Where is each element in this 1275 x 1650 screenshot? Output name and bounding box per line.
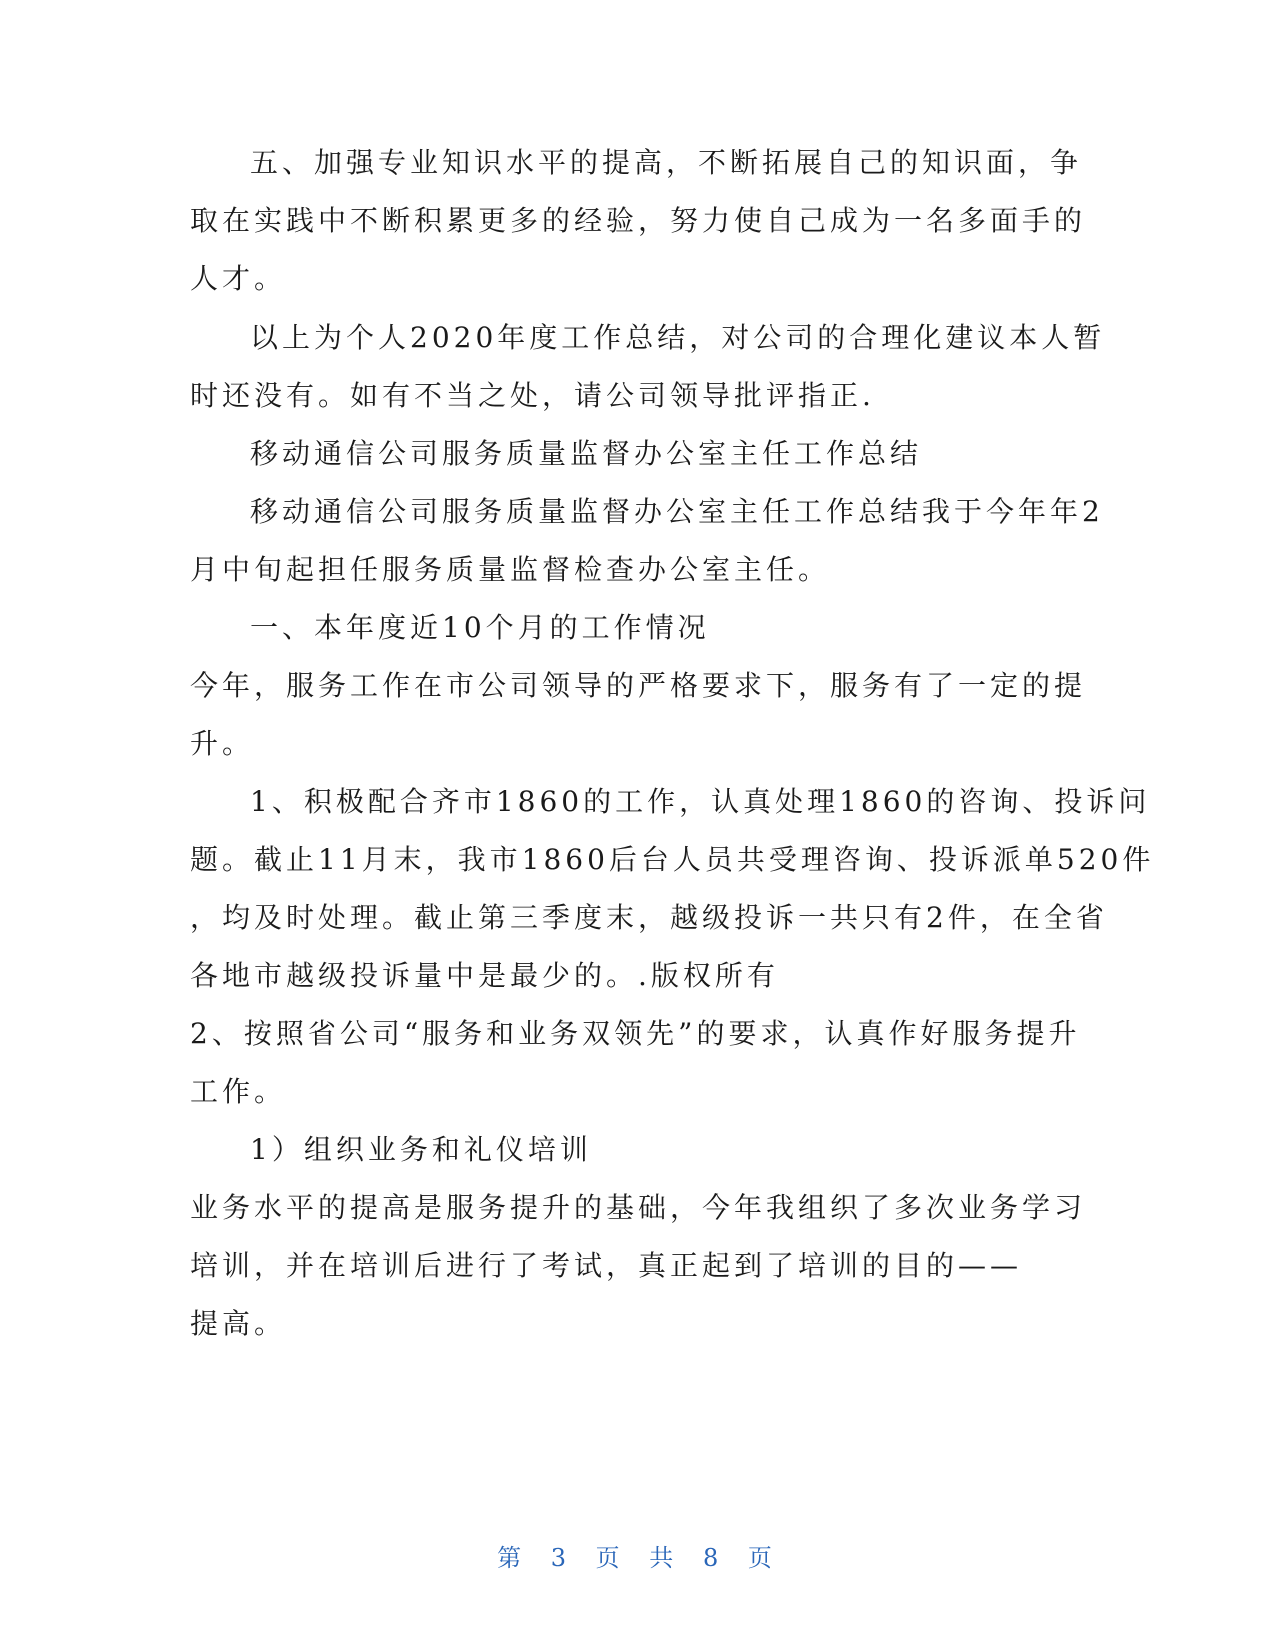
paragraph-line: 以上为个人2020年度工作总结，对公司的合理化建议本人暂 xyxy=(250,321,1106,354)
paragraph-line: 各地市越级投诉量中是最少的。.版权所有 xyxy=(190,959,779,992)
paragraph-line: 取在实践中不断积累更多的经验，努力使自己成为一名多面手的 xyxy=(190,204,1087,237)
paragraph-line: 时还没有。如有不当之处，请公司领导批评指正. xyxy=(190,379,875,412)
paragraph-line: 今年，服务工作在市公司领导的严格要求下，服务有了一定的提 xyxy=(190,669,1087,702)
paragraph-line: 培训，并在培训后进行了考试，真正起到了培训的目的—— xyxy=(190,1249,1023,1282)
paragraph-line: 业务水平的提高是服务提升的基础，今年我组织了多次业务学习 xyxy=(190,1191,1087,1224)
paragraph-line: 人才。 xyxy=(190,262,287,295)
paragraph-line: 五、加强专业知识水平的提高，不断拓展自己的知识面，争 xyxy=(250,146,1083,179)
page-number: 第 3 页 共 8 页 xyxy=(497,1544,778,1572)
paragraph-line: 移动通信公司服务质量监督办公室主任工作总结我于今年年2 xyxy=(250,495,1104,528)
paragraph-line: 题。截止11月末，我市1860后台人员共受理咨询、投诉派单520件 xyxy=(190,843,1155,876)
section-title: 移动通信公司服务质量监督办公室主任工作总结 xyxy=(250,437,923,470)
subsection-heading: 1）组织业务和礼仪培训 xyxy=(250,1133,592,1166)
paragraph-line: ，均及时处理。截止第三季度末，越级投诉一共只有2件，在全省 xyxy=(190,901,1108,934)
subsection-heading: 一、本年度近10个月的工作情况 xyxy=(250,611,710,644)
paragraph-line: 月中旬起担任服务质量监督检查办公室主任。 xyxy=(190,553,831,586)
paragraph-line: 2、按照省公司“服务和业务双领先”的要求，认真作好服务提升 xyxy=(190,1017,1081,1050)
paragraph-line: 升。 xyxy=(190,727,255,760)
paragraph-line: 提高。 xyxy=(190,1307,287,1340)
paragraph-line: 1、积极配合齐市1860的工作，认真处理1860的咨询、投诉问 xyxy=(250,785,1151,818)
paragraph-line: 工作。 xyxy=(190,1075,287,1108)
